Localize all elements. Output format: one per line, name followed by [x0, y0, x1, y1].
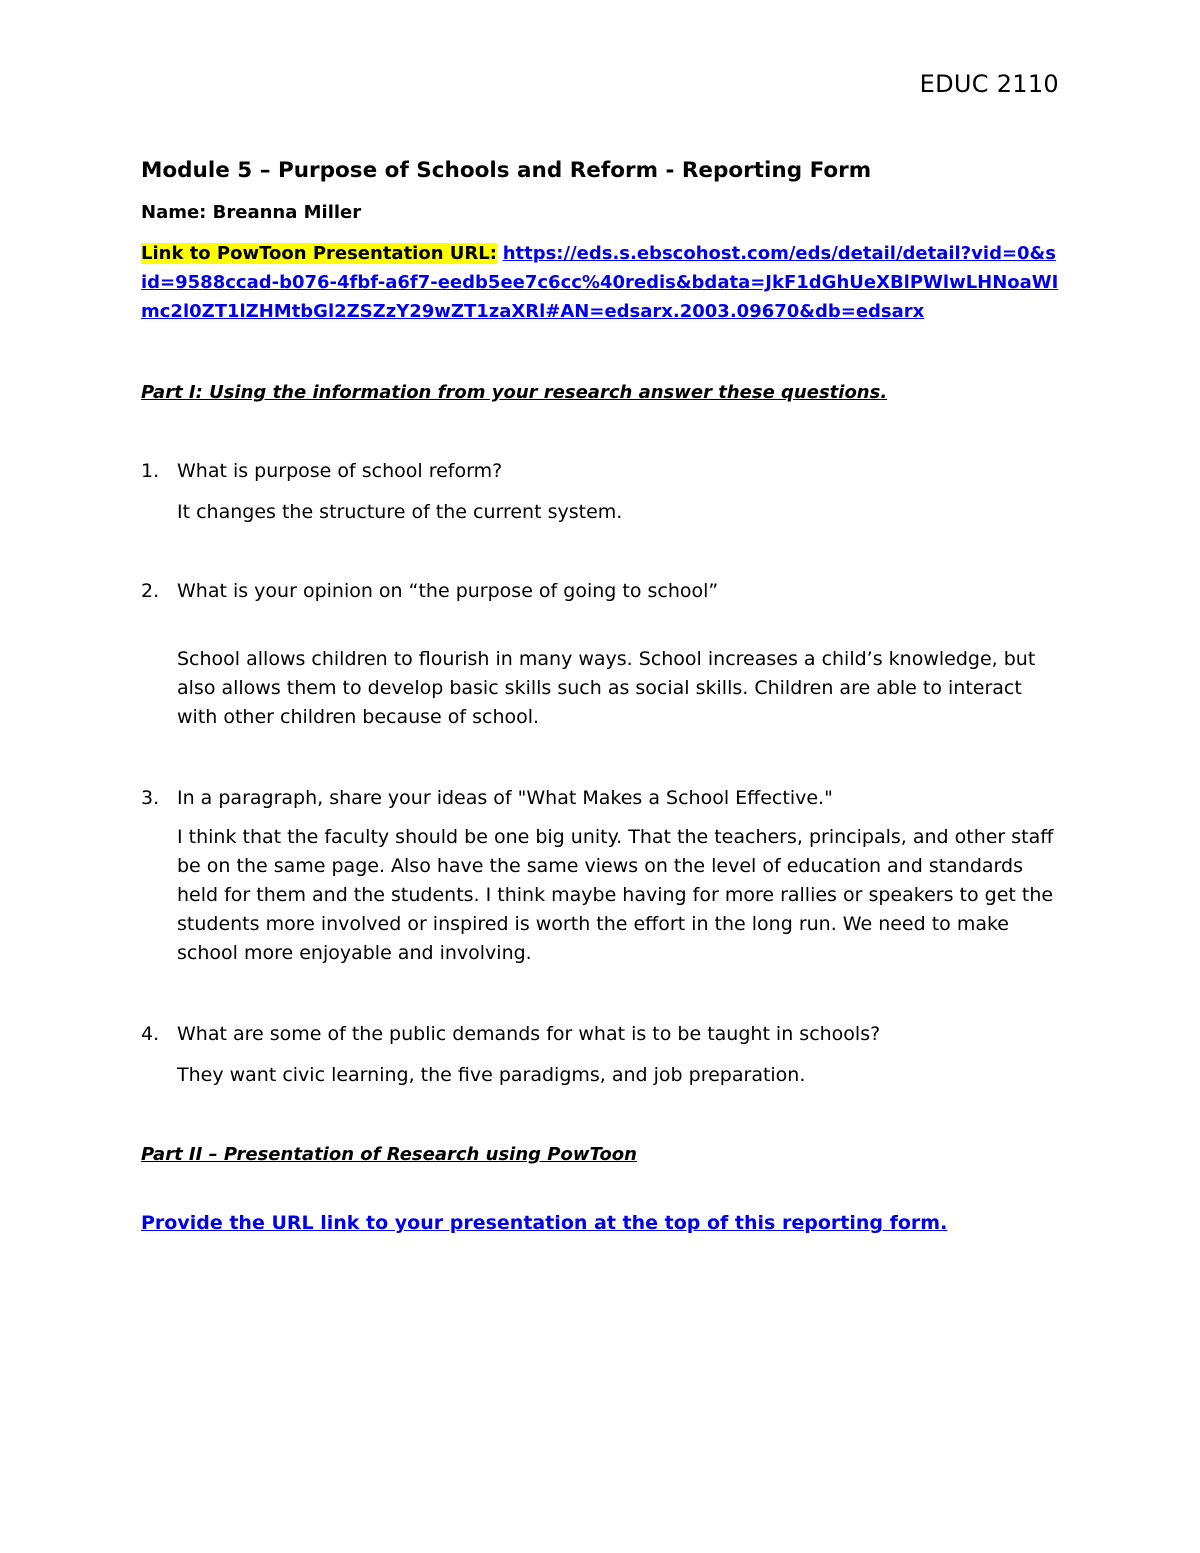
course-code-header: EDUC 2110 [919, 70, 1059, 98]
presentation-url-link[interactable]: https://eds.s.ebscohost.com/eds/detail/detail?vid=0&sid=9588ccad-b076-4fbf-a6f7-eedb5ee7c6cc%40redis&bdata=JkF1dGhUeXBlPWlwLHNoaWImc2l0ZT1lZHMtbGl2ZSZzY29wZT1zaXRl#AN=edsarx.2003.09670&db=edsarx [141, 243, 1059, 322]
answer-1: It changes the structure of the current system. [177, 501, 623, 523]
answer-4: They want civic learning, the five paradigms, and job preparation. [177, 1064, 806, 1086]
question-text: What is your opinion on “the purpose of going to school” [177, 580, 719, 602]
answer-2: School allows children to flourish in many ways. School increases a child’s knowledge, but also allows them to develop basic skills such as social skills. Children are able to interact with other children because of school. [177, 648, 1036, 728]
question-text: What is purpose of school reform? [177, 460, 503, 482]
document-body [141, 156, 1061, 1238]
question-number: 4. [141, 1023, 160, 1045]
question-number: 3. [141, 787, 160, 809]
question-number: 2. [141, 580, 160, 602]
question-number: 1. [141, 460, 160, 482]
link-label: Link to PowToon Presentation URL: [141, 243, 497, 264]
student-name: Name: Breanna Miller [141, 202, 362, 223]
part1-heading: Part I: Using the information from your research answer these questions. [141, 382, 888, 403]
question-1 [141, 457, 1061, 486]
question-2 [141, 577, 1061, 606]
presentation-link-block [141, 239, 1061, 326]
page-title: Module 5 – Purpose of Schools and Reform - Reporting Form [141, 158, 872, 183]
provide-url-link[interactable]: Provide the URL link to your presentation at the top of this reporting form. [141, 1212, 948, 1234]
part2-heading: Part II – Presentation of Research using PowToon [141, 1144, 637, 1165]
question-text: In a paragraph, share your ideas of "What Makes a School Effective." [177, 787, 833, 809]
question-3 [141, 784, 1061, 813]
question-text: What are some of the public demands for what is to be taught in schools? [177, 1023, 881, 1045]
question-4 [141, 1020, 1061, 1049]
answer-3: I think that the faculty should be one big unity. That the teachers, principals, and other staff be on the same page. Also have the same views on the level of education and standards held for them and the students. I think maybe having for more rallies or speakers to get the students more involved or inspired is worth the effort in the long run. We need to make school more enjoyable and involving. [177, 826, 1054, 964]
